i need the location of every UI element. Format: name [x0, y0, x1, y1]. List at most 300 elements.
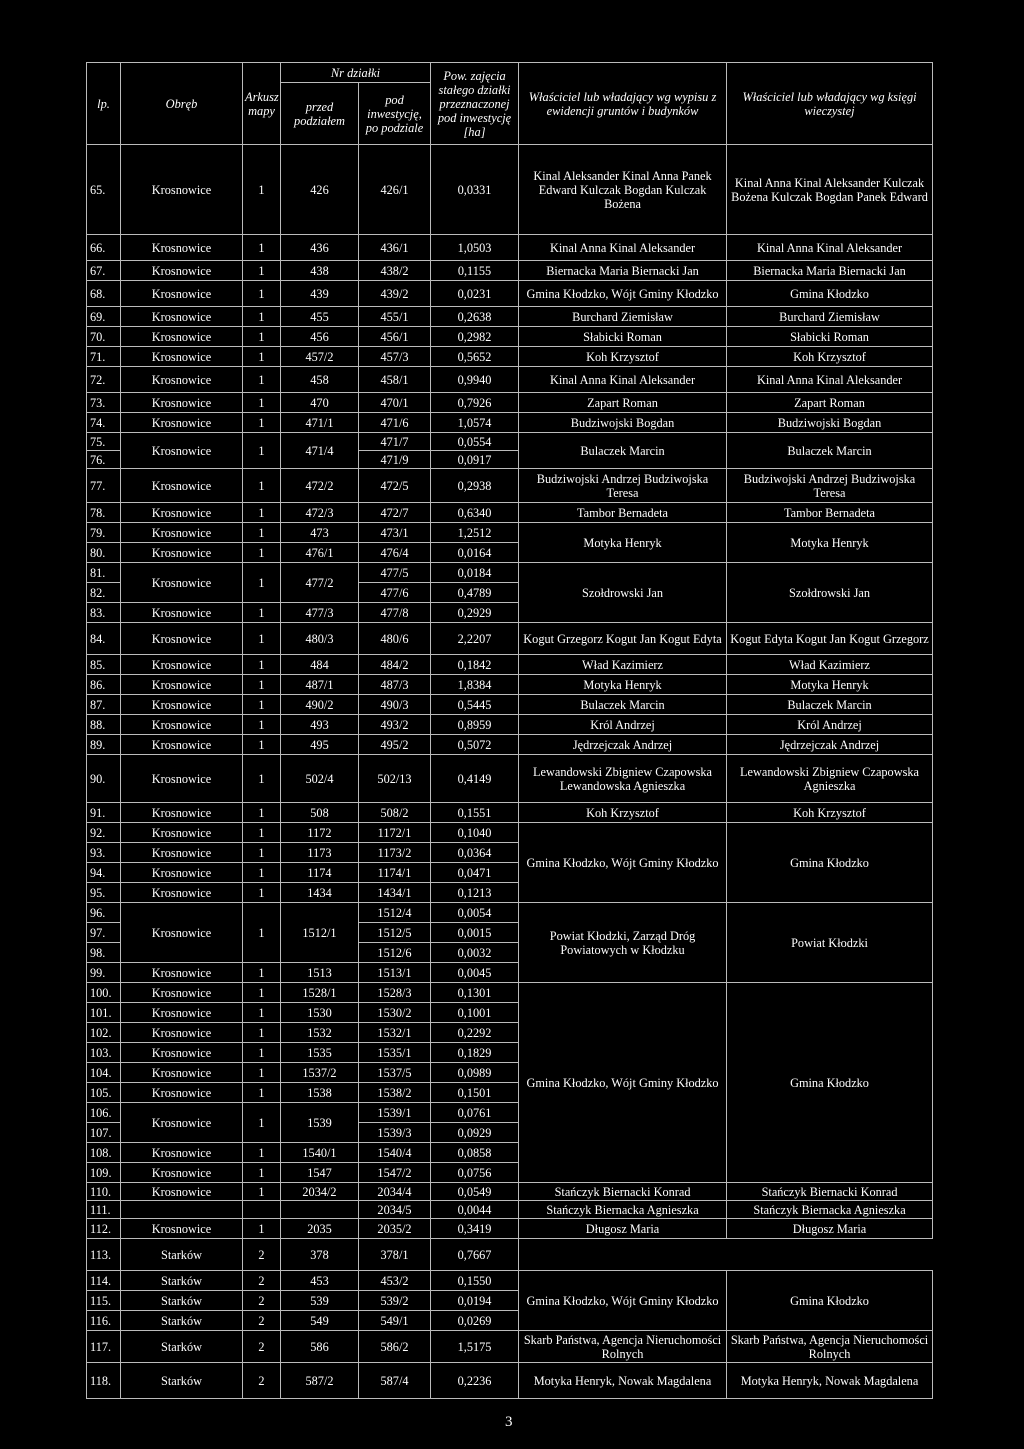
cell-powierzchnia: 0,2638 — [431, 307, 519, 327]
cell-obreb: Krosnowice — [121, 1219, 243, 1239]
cell-wlasciciel-ewidencja: Powiat Kłodzki, Zarząd Dróg Powiatowych w Kłodzku — [519, 903, 727, 983]
cell-obreb: Krosnowice — [121, 863, 243, 883]
cell-powierzchnia: 0,7926 — [431, 393, 519, 413]
cell-obreb: Krosnowice — [121, 883, 243, 903]
cell-lp: 110. — [87, 1183, 121, 1201]
cell-wlasciciel-ksiega: Lewandowski Zbigniew Czapowska Agnieszka — [727, 755, 933, 803]
cell-lp: 77. — [87, 469, 121, 503]
cell-obreb: Krosnowice — [121, 347, 243, 367]
cell-przed-podzialem: 1530 — [281, 1003, 359, 1023]
cell-wlasciciel-ewidencja: Kinal Aleksander Kinal Anna Panek Edward Kulczak Bogdan Kulczak Bożena — [519, 145, 727, 235]
cell-po-podziale: 508/2 — [359, 803, 431, 823]
cell-powierzchnia: 0,2929 — [431, 603, 519, 623]
cell-arkusz: 1 — [243, 235, 281, 261]
cell-powierzchnia: 0,1001 — [431, 1003, 519, 1023]
cell-przed-podzialem: 471/1 — [281, 413, 359, 433]
table-row — [87, 655, 933, 675]
cell-wlasciciel-ksiega: Szołdrowski Jan — [727, 563, 933, 623]
cell-lp: 73. — [87, 393, 121, 413]
cell-obreb: Krosnowice — [121, 1043, 243, 1063]
cell-lp: 115. — [87, 1291, 121, 1311]
cell-wlasciciel-ksiega: Motyka Henryk, Nowak Magdalena — [727, 1363, 933, 1399]
cell-przed-podzialem: 426 — [281, 145, 359, 235]
table-row — [87, 735, 933, 755]
table-row — [87, 1271, 933, 1291]
cell-wlasciciel-ksiega: Koh Krzysztof — [727, 347, 933, 367]
cell-wlasciciel-ksiega: Skarb Państwa, Agencja Nieruchomości Rolnych — [727, 1331, 933, 1363]
cell-po-podziale: 471/6 — [359, 413, 431, 433]
cell-powierzchnia: 0,2236 — [431, 1363, 519, 1399]
cell-powierzchnia: 1,8384 — [431, 675, 519, 695]
cell-przed-podzialem: 1173 — [281, 843, 359, 863]
cell-lp: 101. — [87, 1003, 121, 1023]
table-row — [87, 623, 933, 655]
cell-arkusz: 1 — [243, 1043, 281, 1063]
cell-wlasciciel-ksiega: Motyka Henryk — [727, 675, 933, 695]
header-nr-dzialki: Nr działki — [281, 63, 431, 83]
cell-powierzchnia: 0,0045 — [431, 963, 519, 983]
cell-lp: 93. — [87, 843, 121, 863]
cell-lp: 97. — [87, 923, 121, 943]
table-row — [87, 563, 933, 583]
cell-obreb: Krosnowice — [121, 563, 243, 603]
cell-arkusz: 1 — [243, 755, 281, 803]
header-lp: lp. — [87, 63, 121, 145]
cell-wlasciciel-ewidencja: Budziwojski Bogdan — [519, 413, 727, 433]
cell-po-podziale: 1539/3 — [359, 1123, 431, 1143]
cell-obreb: Krosnowice — [121, 307, 243, 327]
cell-wlasciciel-ksiega: Słabicki Roman — [727, 327, 933, 347]
cell-arkusz: 1 — [243, 843, 281, 863]
cell-wlasciciel-ewidencja: Bulaczek Marcin — [519, 695, 727, 715]
cell-wlasciciel-ewidencja: Motyka Henryk — [519, 523, 727, 563]
cell-po-podziale: 586/2 — [359, 1331, 431, 1363]
cell-obreb: Starków — [121, 1331, 243, 1363]
cell-wlasciciel-ksiega: Kinal Anna Kinal Aleksander Kulczak Bożena Kulczak Bogdan Panek Edward — [727, 145, 933, 235]
cell-wlasciciel-ksiega: Kogut Edyta Kogut Jan Kogut Grzegorz — [727, 623, 933, 655]
cell-obreb: Krosnowice — [121, 1143, 243, 1163]
cell-powierzchnia: 0,1829 — [431, 1043, 519, 1063]
cell-obreb: Starków — [121, 1271, 243, 1291]
cell-po-podziale: 1512/6 — [359, 943, 431, 963]
cell-przed-podzialem: 549 — [281, 1311, 359, 1331]
cell-powierzchnia: 0,0549 — [431, 1183, 519, 1201]
cell-obreb: Krosnowice — [121, 235, 243, 261]
cell-przed-podzialem: 1540/1 — [281, 1143, 359, 1163]
cell-obreb: Krosnowice — [121, 523, 243, 543]
cell-wlasciciel-ewidencja: Biernacka Maria Biernacki Jan — [519, 261, 727, 281]
cell-lp: 84. — [87, 623, 121, 655]
cell-arkusz: 1 — [243, 655, 281, 675]
table-row — [87, 695, 933, 715]
cell-wlasciciel-ksiega: Gmina Kłodzko — [727, 1271, 933, 1331]
cell-wlasciciel-ewidencja: Król Andrzej — [519, 715, 727, 735]
table-row — [87, 469, 933, 503]
cell-wlasciciel-ewidencja: Zapart Roman — [519, 393, 727, 413]
cell-powierzchnia: 0,2938 — [431, 469, 519, 503]
cell-wlasciciel-ksiega: Burchard Ziemisław — [727, 307, 933, 327]
cell-wlasciciel-ksiega: Budziwojski Bogdan — [727, 413, 933, 433]
cell-obreb: Krosnowice — [121, 469, 243, 503]
cell-przed-podzialem: 1174 — [281, 863, 359, 883]
cell-wlasciciel-ewidencja: Długosz Maria — [519, 1219, 727, 1239]
cell-arkusz: 1 — [243, 433, 281, 469]
table-row — [87, 433, 933, 451]
cell-arkusz: 1 — [243, 1183, 281, 1201]
cell-arkusz: 1 — [243, 623, 281, 655]
table-row — [87, 347, 933, 367]
cell-przed-podzialem: 480/3 — [281, 623, 359, 655]
cell-po-podziale: 1174/1 — [359, 863, 431, 883]
cell-lp: 90. — [87, 755, 121, 803]
cell-lp: 65. — [87, 145, 121, 235]
cell-przed-podzialem: 1539 — [281, 1103, 359, 1143]
cell-obreb: Krosnowice — [121, 1083, 243, 1103]
table-row — [87, 675, 933, 695]
cell-wlasciciel-ewidencja: Gmina Kłodzko, Wójt Gminy Kłodzko — [519, 281, 727, 307]
cell-arkusz: 1 — [243, 823, 281, 843]
cell-wlasciciel-ewidencja: Burchard Ziemisław — [519, 307, 727, 327]
cell-przed-podzialem: 490/2 — [281, 695, 359, 715]
cell-arkusz: 1 — [243, 1163, 281, 1183]
cell-wlasciciel-ewidencja: Kinal Anna Kinal Aleksander — [519, 367, 727, 393]
cell-obreb — [121, 1201, 243, 1219]
cell-powierzchnia: 0,1155 — [431, 261, 519, 281]
table-row — [87, 235, 933, 261]
cell-arkusz: 1 — [243, 261, 281, 281]
cell-lp: 85. — [87, 655, 121, 675]
cell-wlasciciel-ewidencja: Gmina Kłodzko, Wójt Gminy Kłodzko — [519, 1271, 727, 1331]
cell-powierzchnia: 0,9940 — [431, 367, 519, 393]
cell-powierzchnia: 0,0269 — [431, 1311, 519, 1331]
cell-lp: 107. — [87, 1123, 121, 1143]
cell-obreb: Starków — [121, 1291, 243, 1311]
cell-wlasciciel-ewidencja: Wład Kazimierz — [519, 655, 727, 675]
table-row — [87, 503, 933, 523]
cell-lp: 95. — [87, 883, 121, 903]
cell-obreb: Krosnowice — [121, 413, 243, 433]
cell-powierzchnia: 1,2512 — [431, 523, 519, 543]
cell-lp: 71. — [87, 347, 121, 367]
cell-lp: 67. — [87, 261, 121, 281]
cell-arkusz: 1 — [243, 715, 281, 735]
cell-obreb: Krosnowice — [121, 393, 243, 413]
cell-wlasciciel-ksiega: Biernacka Maria Biernacki Jan — [727, 261, 933, 281]
cell-obreb: Krosnowice — [121, 1063, 243, 1083]
cell-wlasciciel-ksiega: Tambor Bernadeta — [727, 503, 933, 523]
cell-obreb: Krosnowice — [121, 623, 243, 655]
cell-obreb: Krosnowice — [121, 963, 243, 983]
cell-po-podziale: 549/1 — [359, 1311, 431, 1331]
cell-arkusz: 1 — [243, 803, 281, 823]
cell-obreb: Krosnowice — [121, 503, 243, 523]
cell-przed-podzialem: 487/1 — [281, 675, 359, 695]
cell-arkusz: 2 — [243, 1291, 281, 1311]
cell-obreb: Krosnowice — [121, 1163, 243, 1183]
cell-lp: 104. — [87, 1063, 121, 1083]
cell-przed-podzialem: 502/4 — [281, 755, 359, 803]
table-row — [87, 523, 933, 543]
header-przed-podzialem: przed podziałem — [281, 83, 359, 145]
cell-wlasciciel-ewidencja: Stańczyk Biernacka Agnieszka — [519, 1201, 727, 1219]
cell-lp: 80. — [87, 543, 121, 563]
table-row — [87, 281, 933, 307]
cell-obreb: Starków — [121, 1239, 243, 1271]
cell-wlasciciel-ewidencja: Szołdrowski Jan — [519, 563, 727, 623]
cell-po-podziale: 1547/2 — [359, 1163, 431, 1183]
cell-arkusz — [243, 1201, 281, 1219]
cell-po-podziale: 470/1 — [359, 393, 431, 413]
cell-przed-podzialem: 1172 — [281, 823, 359, 843]
cell-powierzchnia: 0,0364 — [431, 843, 519, 863]
cell-powierzchnia: 0,6340 — [431, 503, 519, 523]
cell-obreb: Krosnowice — [121, 803, 243, 823]
cell-po-podziale: 1528/3 — [359, 983, 431, 1003]
cell-przed-podzialem — [281, 1201, 359, 1219]
cell-po-podziale: 476/4 — [359, 543, 431, 563]
cell-lp: 91. — [87, 803, 121, 823]
cell-wlasciciel-ksiega: Kinal Anna Kinal Aleksander — [727, 367, 933, 393]
cell-lp: 70. — [87, 327, 121, 347]
cell-po-podziale: 472/7 — [359, 503, 431, 523]
cell-obreb: Krosnowice — [121, 735, 243, 755]
cell-powierzchnia: 0,2292 — [431, 1023, 519, 1043]
cell-arkusz: 1 — [243, 863, 281, 883]
cell-powierzchnia: 1,0503 — [431, 235, 519, 261]
cell-lp: 68. — [87, 281, 121, 307]
cell-wlasciciel-ksiega: Stańczyk Biernacka Agnieszka — [727, 1201, 933, 1219]
cell-powierzchnia: 0,4789 — [431, 583, 519, 603]
cell-arkusz: 1 — [243, 307, 281, 327]
cell-arkusz: 1 — [243, 327, 281, 347]
cell-arkusz: 1 — [243, 735, 281, 755]
cell-po-podziale: 1530/2 — [359, 1003, 431, 1023]
cell-powierzchnia: 0,5072 — [431, 735, 519, 755]
cell-powierzchnia: 0,7667 — [431, 1239, 519, 1271]
cell-po-podziale: 539/2 — [359, 1291, 431, 1311]
cell-arkusz: 1 — [243, 1063, 281, 1083]
table-row — [87, 327, 933, 347]
cell-powierzchnia: 2,2207 — [431, 623, 519, 655]
header-arkusz: Arkusz mapy — [243, 63, 281, 145]
cell-lp: 76. — [87, 451, 121, 469]
cell-obreb: Krosnowice — [121, 327, 243, 347]
cell-lp: 96. — [87, 903, 121, 923]
cell-powierzchnia: 0,5652 — [431, 347, 519, 367]
cell-po-podziale: 477/6 — [359, 583, 431, 603]
header-obreb: Obręb — [121, 63, 243, 145]
cell-wlasciciel-ewidencja: Jędrzejczak Andrzej — [519, 735, 727, 755]
cell-powierzchnia: 0,2982 — [431, 327, 519, 347]
cell-wlasciciel-ksiega: Zapart Roman — [727, 393, 933, 413]
cell-obreb: Krosnowice — [121, 281, 243, 307]
cell-wlasciciel-ewidencja: Tambor Bernadeta — [519, 503, 727, 523]
cell-arkusz: 1 — [243, 1023, 281, 1043]
cell-lp: 112. — [87, 1219, 121, 1239]
cell-powierzchnia: 0,3419 — [431, 1219, 519, 1239]
cell-przed-podzialem: 476/1 — [281, 543, 359, 563]
cell-obreb: Starków — [121, 1363, 243, 1399]
table-row — [87, 1201, 933, 1219]
cell-arkusz: 1 — [243, 393, 281, 413]
cell-lp: 82. — [87, 583, 121, 603]
cell-po-podziale: 438/2 — [359, 261, 431, 281]
cell-po-podziale: 1537/5 — [359, 1063, 431, 1083]
cell-wlasciciel-ksiega: Gmina Kłodzko — [727, 823, 933, 903]
cell-po-podziale: 439/2 — [359, 281, 431, 307]
cell-wlasciciel-ksiega: Kinal Anna Kinal Aleksander — [727, 235, 933, 261]
cell-wlasciciel-ksiega: Powiat Kłodzki — [727, 903, 933, 983]
table-row — [87, 307, 933, 327]
parcel-table-frame — [86, 62, 932, 1388]
cell-lp: 109. — [87, 1163, 121, 1183]
cell-obreb: Krosnowice — [121, 1003, 243, 1023]
cell-arkusz: 1 — [243, 883, 281, 903]
cell-powierzchnia: 0,0989 — [431, 1063, 519, 1083]
cell-przed-podzialem: 2034/2 — [281, 1183, 359, 1201]
cell-obreb: Krosnowice — [121, 675, 243, 695]
cell-po-podziale: 455/1 — [359, 307, 431, 327]
cell-wlasciciel-ksiega: Gmina Kłodzko — [727, 281, 933, 307]
cell-po-podziale: 1539/1 — [359, 1103, 431, 1123]
cell-arkusz: 1 — [243, 367, 281, 393]
cell-obreb: Krosnowice — [121, 367, 243, 393]
cell-wlasciciel-ewidencja: Kinal Anna Kinal Aleksander — [519, 235, 727, 261]
cell-lp: 102. — [87, 1023, 121, 1043]
cell-arkusz: 1 — [243, 1003, 281, 1023]
cell-wlasciciel-ksiega: Motyka Henryk — [727, 523, 933, 563]
cell-powierzchnia: 0,1301 — [431, 983, 519, 1003]
cell-lp: 66. — [87, 235, 121, 261]
table-row — [87, 261, 933, 281]
cell-przed-podzialem: 1512/1 — [281, 903, 359, 963]
cell-po-podziale: 587/4 — [359, 1363, 431, 1399]
cell-przed-podzialem: 493 — [281, 715, 359, 735]
cell-arkusz: 1 — [243, 1143, 281, 1163]
cell-powierzchnia: 0,8959 — [431, 715, 519, 735]
cell-powierzchnia: 0,0015 — [431, 923, 519, 943]
cell-lp: 74. — [87, 413, 121, 433]
cell-przed-podzialem: 477/2 — [281, 563, 359, 603]
cell-po-podziale: 1540/4 — [359, 1143, 431, 1163]
cell-przed-podzialem: 1535 — [281, 1043, 359, 1063]
cell-lp: 72. — [87, 367, 121, 393]
cell-po-podziale: 453/2 — [359, 1271, 431, 1291]
cell-przed-podzialem: 436 — [281, 235, 359, 261]
cell-arkusz: 1 — [243, 281, 281, 307]
cell-wlasciciel-ksiega: Gmina Kłodzko — [727, 983, 933, 1183]
cell-przed-podzialem: 1513 — [281, 963, 359, 983]
cell-przed-podzialem: 539 — [281, 1291, 359, 1311]
cell-wlasciciel-ewidencja: Motyka Henryk, Nowak Magdalena — [519, 1363, 727, 1399]
cell-obreb: Krosnowice — [121, 603, 243, 623]
cell-arkusz: 2 — [243, 1239, 281, 1271]
cell-lp: 98. — [87, 943, 121, 963]
cell-po-podziale: 477/8 — [359, 603, 431, 623]
cell-wlasciciel-ewidencja: Koh Krzysztof — [519, 803, 727, 823]
cell-powierzchnia: 0,0929 — [431, 1123, 519, 1143]
cell-obreb: Krosnowice — [121, 1183, 243, 1201]
cell-lp: 105. — [87, 1083, 121, 1103]
cell-po-podziale: 2035/2 — [359, 1219, 431, 1239]
cell-po-podziale: 471/7 — [359, 433, 431, 451]
cell-po-podziale: 1532/1 — [359, 1023, 431, 1043]
cell-przed-podzialem: 1547 — [281, 1163, 359, 1183]
cell-powierzchnia: 0,0054 — [431, 903, 519, 923]
cell-lp: 69. — [87, 307, 121, 327]
cell-powierzchnia: 0,0756 — [431, 1163, 519, 1183]
cell-arkusz: 2 — [243, 1331, 281, 1363]
cell-przed-podzialem: 458 — [281, 367, 359, 393]
cell-lp: 75. — [87, 433, 121, 451]
cell-po-podziale: 472/5 — [359, 469, 431, 503]
cell-przed-podzialem: 1532 — [281, 1023, 359, 1043]
cell-powierzchnia: 0,0471 — [431, 863, 519, 883]
cell-przed-podzialem: 1537/2 — [281, 1063, 359, 1083]
cell-wlasciciel-ksiega: Jędrzejczak Andrzej — [727, 735, 933, 755]
cell-powierzchnia: 0,4149 — [431, 755, 519, 803]
cell-po-podziale: 1173/2 — [359, 843, 431, 863]
cell-obreb: Krosnowice — [121, 823, 243, 843]
cell-po-podziale: 471/9 — [359, 451, 431, 469]
cell-po-podziale: 378/1 — [359, 1239, 431, 1271]
cell-powierzchnia: 0,5445 — [431, 695, 519, 715]
cell-arkusz: 1 — [243, 903, 281, 963]
cell-lp: 103. — [87, 1043, 121, 1063]
cell-powierzchnia: 1,5175 — [431, 1331, 519, 1363]
cell-wlasciciel-ewidencja: Lewandowski Zbigniew Czapowska Lewandowska Agnieszka — [519, 755, 727, 803]
cell-obreb: Krosnowice — [121, 145, 243, 235]
cell-obreb: Starków — [121, 1311, 243, 1331]
cell-przed-podzialem: 586 — [281, 1331, 359, 1363]
cell-po-podziale: 457/3 — [359, 347, 431, 367]
cell-przed-podzialem: 471/4 — [281, 433, 359, 469]
cell-wlasciciel-ewidencja: Budziwojski Andrzej Budziwojska Teresa — [519, 469, 727, 503]
cell-arkusz: 1 — [243, 413, 281, 433]
cell-wlasciciel-ksiega: Długosz Maria — [727, 1219, 933, 1239]
cell-po-podziale: 1172/1 — [359, 823, 431, 843]
cell-arkusz: 2 — [243, 1363, 281, 1399]
cell-po-podziale: 426/1 — [359, 145, 431, 235]
cell-po-podziale: 490/3 — [359, 695, 431, 715]
table-row — [87, 903, 933, 923]
cell-powierzchnia: 0,1213 — [431, 883, 519, 903]
cell-po-podziale: 1513/1 — [359, 963, 431, 983]
cell-arkusz: 1 — [243, 347, 281, 367]
cell-powierzchnia: 0,0044 — [431, 1201, 519, 1219]
cell-wlasciciel-ksiega: Wład Kazimierz — [727, 655, 933, 675]
cell-powierzchnia: 0,0184 — [431, 563, 519, 583]
cell-przed-podzialem: 1434 — [281, 883, 359, 903]
cell-lp: 106. — [87, 1103, 121, 1123]
cell-wlasciciel-ksiega: Koh Krzysztof — [727, 803, 933, 823]
cell-lp: 111. — [87, 1201, 121, 1219]
cell-powierzchnia: 0,0164 — [431, 543, 519, 563]
cell-powierzchnia: 0,0331 — [431, 145, 519, 235]
cell-lp: 116. — [87, 1311, 121, 1331]
cell-po-podziale: 1535/1 — [359, 1043, 431, 1063]
cell-obreb: Krosnowice — [121, 843, 243, 863]
cell-arkusz: 1 — [243, 503, 281, 523]
cell-lp: 89. — [87, 735, 121, 755]
table-row — [87, 1239, 933, 1271]
cell-po-podziale: 495/2 — [359, 735, 431, 755]
table-row — [87, 1363, 933, 1399]
cell-przed-podzialem: 453 — [281, 1271, 359, 1291]
cell-powierzchnia: 0,1550 — [431, 1271, 519, 1291]
cell-arkusz: 1 — [243, 1219, 281, 1239]
cell-lp: 79. — [87, 523, 121, 543]
